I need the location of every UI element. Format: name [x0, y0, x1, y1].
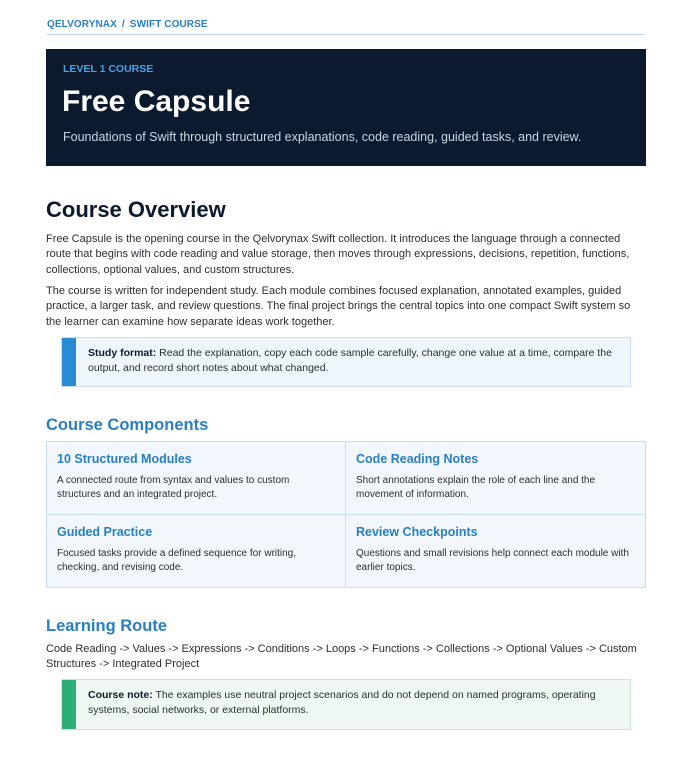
- component-card: [346, 515, 645, 588]
- breadcrumb: [47, 19, 645, 35]
- course-hero-banner: [46, 49, 646, 166]
- callout-body: The examples use neutral project scenarios and do not depend on named programs, operating systems, social networks, or external platforms.: [88, 689, 596, 716]
- component-title: Code Reading Notes: [356, 452, 479, 466]
- overview-paragraph-1: Free Capsule is the opening course in the Qelvorynax Swift collection. It introduces the language through a connected route that begins with code reading and value storage, then moves through expressions, decisions, repetition, functions, collections, optional values, and custom structures.: [46, 233, 630, 276]
- component-title: 10 Structured Modules: [57, 452, 192, 466]
- component-card: [47, 515, 346, 588]
- callout-text: [88, 688, 618, 717]
- callout-body: Read the explanation, copy each code sample carefully, change one value at a time, compare the output, and record short notes about what changed.: [88, 347, 612, 374]
- course-title: Free Capsule: [62, 85, 251, 118]
- learning-route-text: Code Reading -> Values -> Expressions -> Conditions -> Loops -> Functions -> Collections -> Optional Values -> Custom Structures -> Integrated Project: [46, 643, 637, 671]
- breadcrumb-site-link[interactable]: QELVORYNAX: [47, 19, 117, 30]
- course-level-label: LEVEL 1 COURSE: [63, 63, 154, 75]
- component-description: A connected route from syntax and values to custom structures and an integrated project.: [57, 475, 290, 500]
- component-card: [47, 442, 346, 515]
- callout-text: [88, 346, 618, 375]
- callout-label: Study format:: [88, 347, 157, 359]
- breadcrumb-course-link[interactable]: SWIFT COURSE: [129, 19, 208, 30]
- component-description: Short annotations explain the role of each line and the movement of information.: [356, 475, 596, 500]
- callout-accent-bar: [62, 680, 76, 729]
- study-format-callout: [61, 337, 631, 387]
- components-grid: [46, 441, 646, 588]
- component-title: Review Checkpoints: [356, 525, 478, 539]
- callout-label: Course note:: [88, 689, 153, 701]
- component-description: Questions and small revisions help connect each module with earlier topics.: [356, 548, 629, 573]
- course-note-callout: [61, 679, 631, 730]
- callout-accent-bar: [62, 338, 76, 386]
- breadcrumb-separator: /: [121, 19, 125, 30]
- component-title: Guided Practice: [57, 525, 153, 539]
- component-description: Focused tasks provide a defined sequence for writing, checking, and revising code.: [57, 548, 297, 573]
- course-subtitle: Foundations of Swift through structured explanations, code reading, guided tasks, and review.: [63, 130, 582, 144]
- overview-heading: Course Overview: [46, 197, 226, 222]
- component-card: [346, 442, 645, 515]
- overview-paragraph-2: The course is written for independent study. Each module combines focused explanation, annotated examples, guided practice, a larger task, and review questions. The final project brings the central topics into one compact Swift system so the learner can examine how separate ideas work together.: [46, 285, 631, 328]
- components-heading: Course Components: [46, 416, 209, 434]
- learning-route-heading: Learning Route: [46, 617, 168, 635]
